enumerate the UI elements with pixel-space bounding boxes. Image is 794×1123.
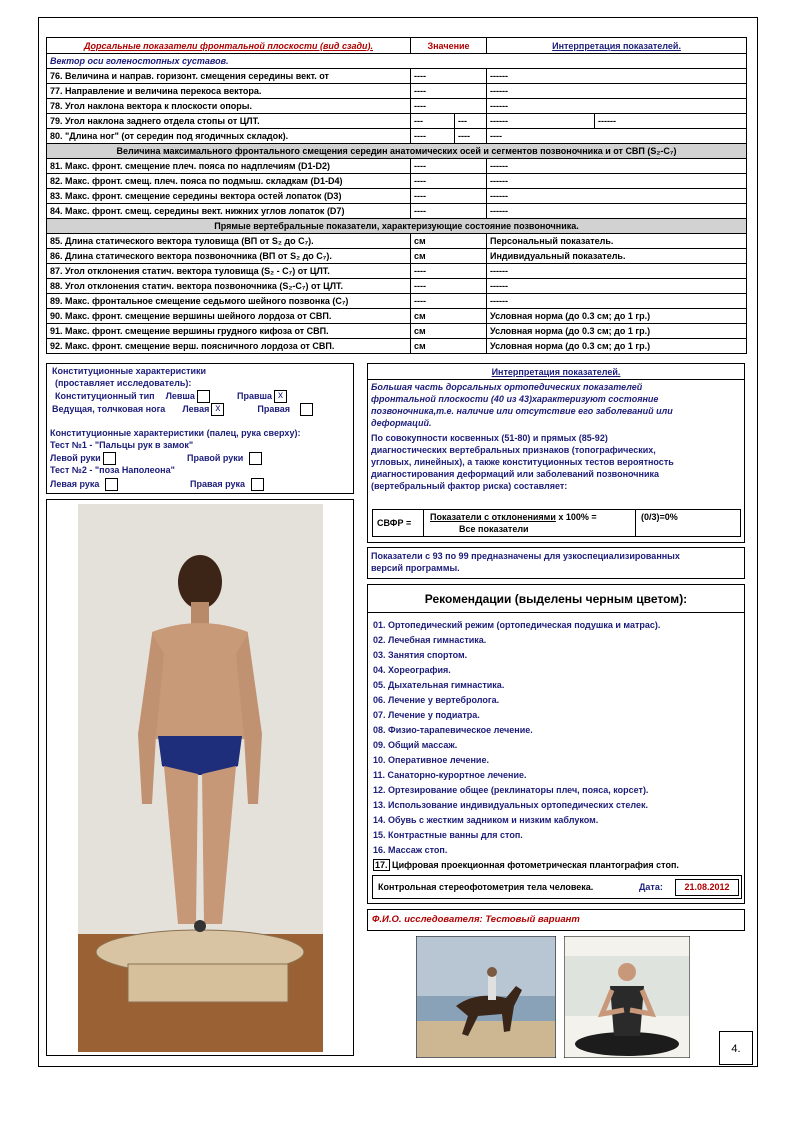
right-hand-checkbox[interactable]: x (274, 390, 287, 403)
constitution-subtitle: (проставляет исследователь): (55, 378, 192, 388)
test1-left-label: Левой руки (50, 452, 101, 463)
section-title: Прямые вертебральные показатели, характеризующие состояние позвоночника. (47, 219, 747, 234)
row-interp: Условная норма (до 0.3 см; до 1 гр.) (487, 309, 747, 324)
table-row (47, 339, 747, 354)
formula-denominator: Все показатели (459, 524, 529, 534)
interpretation-line: деформаций. (371, 418, 432, 428)
table-subheader: Вектор оси голеностопных суставов. (47, 54, 747, 69)
row-label: 84. Макс. фронт. смещ. середины вект. нижних углов лопаток (D7) (47, 204, 411, 219)
body-photo-frame (46, 499, 354, 1056)
row-label: 89. Макс. фронтальное смещение седьмого шейного позвонка (C₇) (47, 294, 411, 309)
row-value: ---- (411, 159, 487, 174)
row-interp: Персональный показатель. (487, 234, 747, 249)
row-interp: Условная норма (до 0.3 см; до 1 гр.) (487, 339, 747, 354)
left-hand-label: Левша (165, 390, 195, 401)
row-value: ---- (411, 69, 487, 84)
leg-left-label: Левая (182, 403, 210, 414)
selected-item-number: 17. (375, 860, 388, 870)
row-value: ---- (411, 99, 487, 114)
indicators-table (46, 37, 747, 354)
test2-label: Тест №2 - "поза Наполеона" (50, 465, 175, 475)
table-row (47, 84, 747, 99)
test1-row (50, 452, 116, 465)
constitution-type-label: Конституционный тип (55, 390, 155, 401)
row-interp: ------ (487, 69, 747, 84)
interpretation-line: диагностирования деформаций или заболеваний позвоночника (371, 469, 660, 479)
row-label: 91. Макс. фронт. смещение вершины грудного кифоза от СВП. (47, 324, 411, 339)
recommendations-box (367, 584, 745, 904)
row-label: 80. "Длина ног" (от середин под ягодичных складок). (47, 129, 411, 144)
section-row (47, 219, 747, 234)
row-interp: ------ (487, 99, 747, 114)
table-row (47, 159, 747, 174)
row-label: 85. Длина статического вектора туловища (ВП от S₂ до C₇). (47, 234, 411, 249)
row-interp: ------ (487, 279, 747, 294)
page-number: 4. (719, 1031, 753, 1065)
list-item: 04. Хореография. (373, 665, 451, 675)
row-interp: ------ (487, 159, 747, 174)
constitution-type-row (55, 390, 287, 403)
interpretation-line: диагностических вертебральных признаков (топографических, (371, 445, 656, 455)
row-interp: Индивидуальный показатель. (487, 249, 747, 264)
list-item: 08. Физио-тарапевическое лечение. (373, 725, 533, 735)
test1-right-checkbox[interactable] (249, 452, 262, 465)
row-value: ---- (411, 279, 487, 294)
control-text: Контрольная стереофотометрия тела человека. (378, 882, 594, 892)
table-row (47, 174, 747, 189)
interpretation-line: фронтальной плоскости (40 из 43)характеризуют состояние (371, 394, 659, 404)
row-value-left: ---- (411, 129, 455, 144)
row-interp-right: ------ (595, 114, 747, 129)
row-value: см (411, 249, 487, 264)
table-title: Дорсальные показатели фронтальной плоскости (вид сзади). (47, 38, 411, 54)
interpretation-line: (вертебральный фактор риска) составляет: (371, 481, 568, 491)
row-value: ---- (411, 294, 487, 309)
row-interp: ------ (487, 204, 747, 219)
table-row (47, 249, 747, 264)
list-item: 01. Ортопедический режим (ортопедическая подушка и матрас). (373, 620, 661, 630)
test2-left-label: Левая рука (50, 478, 100, 489)
note-line: Показатели с 93 по 99 предназначены для узкоспециализированных (371, 551, 680, 561)
table-row (47, 69, 747, 84)
test1-label: Тест №1 - "Пальцы рук в замок" (50, 440, 194, 450)
list-item: 02. Лечебная гимнастика. (373, 635, 487, 645)
test2-left-checkbox[interactable] (105, 478, 118, 491)
leg-label: Ведущая, толчковая нога (52, 403, 166, 414)
row-label: 77. Направление и величина перекоса вектора. (47, 84, 411, 99)
researcher-name: Ф.И.О. исследователя: Тестовый вариант (367, 909, 745, 931)
list-item: 07. Лечение у подиатра. (373, 710, 480, 720)
row-value: см (411, 339, 487, 354)
formula-left: СВФР = (377, 518, 412, 528)
row-interp-left: ------ (487, 114, 595, 129)
test1-right-label: Правой руки (187, 452, 244, 463)
row-interp: ------ (487, 294, 747, 309)
table-header-row (47, 38, 747, 54)
horse-rider-photo (416, 936, 556, 1058)
row-label: 87. Угол отклонения статич. вектора туловища (S₂ - C₇) от ЦЛТ. (47, 264, 411, 279)
leg-right-checkbox[interactable] (300, 403, 313, 416)
test1-left-checkbox[interactable] (103, 452, 116, 465)
row-interp: ---- (487, 129, 747, 144)
list-item: 11. Санаторно-курортное лечение. (373, 770, 527, 780)
row-value: ---- (411, 204, 487, 219)
row-value: ---- (411, 84, 487, 99)
test2-right-row (190, 478, 264, 491)
row-label: 82. Макс. фронт. смещ. плеч. пояса по подмыш. складкам (D1-D4) (47, 174, 411, 189)
row-value-right: ---- (455, 129, 487, 144)
leg-left-checkbox[interactable]: x (211, 403, 224, 416)
body-photo (78, 504, 323, 1052)
test2-row (50, 478, 118, 491)
date-label: Дата: (639, 882, 663, 892)
formula-box (372, 509, 741, 537)
constitution-box (46, 363, 354, 494)
formula-top (430, 512, 597, 524)
control-box (372, 875, 742, 899)
list-item: 09. Общий массаж. (373, 740, 458, 750)
table-row (47, 234, 747, 249)
date-value: 21.08.2012 (675, 879, 739, 896)
table-row (47, 324, 747, 339)
formula-result: (0/3)=0% (641, 512, 678, 522)
section-title: Величина максимального фронтального смещения середин анатомических осей и сегментов позвоночника и от СВП (S₂-C₇) (47, 144, 747, 159)
list-item: 16. Массаж стоп. (373, 845, 448, 855)
table-row (47, 99, 747, 114)
column-value-header: Значение (411, 38, 487, 54)
constitution-title: Конституционные характеристики (52, 366, 207, 376)
row-interp: ------ (487, 174, 747, 189)
row-label: 83. Макс. фронт. смещение середины вектора остей лопаток (D3) (47, 189, 411, 204)
table-row (47, 189, 747, 204)
list-item: 06. Лечение у вертебролога. (373, 695, 500, 705)
row-label: 78. Угол наклона вектора к плоскости опоры. (47, 99, 411, 114)
table-row (47, 309, 747, 324)
row-value-left: --- (411, 114, 455, 129)
row-value-right: --- (455, 114, 487, 129)
row-interp: ------ (487, 189, 747, 204)
table-subheader-row (47, 54, 747, 69)
list-item: 13. Использование индивидуальных ортопедических стелек. (373, 800, 648, 810)
right-hand-label: Правша (236, 390, 272, 401)
yoga-photo (564, 936, 690, 1058)
section-row (47, 144, 747, 159)
row-label: 79. Угол наклона заднего отдела стопы от ЦЛТ. (47, 114, 411, 129)
interpretation-line: позвоночника,т.е. наличие или отсутствие его заболеваний или (371, 406, 673, 416)
list-item: 12. Ортезирование общее (реклинаторы плеч, поясa, корсет). (373, 785, 649, 795)
test1-right-row (187, 452, 262, 465)
row-value: см (411, 324, 487, 339)
row-label: 88. Угол отклонения статич. вектора позвоночника (S₂-C₇) от ЦЛТ. (47, 279, 411, 294)
row-label: 90. Макс. фронт. смещение вершины шейного лордоза от СВП. (47, 309, 411, 324)
row-label: 81. Макс. фронт. смещение плеч. пояса по надплечиям (D1-D2) (47, 159, 411, 174)
table-row (47, 204, 747, 219)
interpretation-box (367, 363, 745, 543)
table-row (47, 279, 747, 294)
interpretation-line: угловых, линейных), а также конституционных тестов вероятность (371, 457, 674, 467)
row-value: ---- (411, 189, 487, 204)
row-interp: ------ (487, 264, 747, 279)
row-value: ---- (411, 174, 487, 189)
formula-multiplier: х 100% = (555, 512, 597, 522)
list-item: 10. Оперативное лечение. (373, 755, 489, 765)
interpretation-line: По совокупности косвенных (51-80) и прямых (85-92) (371, 433, 608, 443)
left-hand-checkbox[interactable] (197, 390, 210, 403)
table-row (47, 114, 747, 129)
list-item: 05. Дыхательная гимнастика. (373, 680, 505, 690)
row-value: см (411, 309, 487, 324)
interpretation-line: Большая часть дорсальных ортопедических показателей (371, 382, 643, 392)
list-item: 03. Занятия спортом. (373, 650, 468, 660)
constitution-title-2: Конституционные характеристики (палец, рука сверху): (50, 428, 301, 438)
formula-numerator: Показатели с отклонениями (430, 512, 556, 522)
row-interp: Условная норма (до 0.3 см; до 1 гр.) (487, 324, 747, 339)
row-label: 92. Макс. фронт. смещение верш. поясничного лордоза от СВП. (47, 339, 411, 354)
test2-right-label: Правая рука (190, 478, 246, 489)
note-box (367, 547, 745, 579)
row-label: 86. Длина статического вектора позвоночника (ВП от S₂ до C₇). (47, 249, 411, 264)
table-row (47, 264, 747, 279)
list-item: 14. Обувь с жестким задником и низким каблуком. (373, 815, 599, 825)
interpretation-title: Интерпретация показателей. (368, 364, 744, 380)
row-value: ---- (411, 264, 487, 279)
table-row (47, 129, 747, 144)
leg-row (52, 403, 313, 416)
selected-item-text: Цифровая проекционная фотометрическая плантография стоп. (392, 860, 679, 870)
list-item: 15. Контрастные ванны для стоп. (373, 830, 523, 840)
list-item-selected (373, 858, 679, 873)
column-interp-header: Интерпретация показателей. (487, 38, 747, 54)
row-value: см (411, 234, 487, 249)
table-row (47, 294, 747, 309)
test2-right-checkbox[interactable] (251, 478, 264, 491)
row-interp: ------ (487, 84, 747, 99)
note-line: версий программы. (371, 563, 460, 573)
row-label: 76. Величина и направ. горизонт. смещения середины вект. от (47, 69, 411, 84)
leg-right-label: Правая (257, 403, 291, 414)
recommendations-title: Рекомендации (выделены черным цветом): (368, 585, 744, 613)
